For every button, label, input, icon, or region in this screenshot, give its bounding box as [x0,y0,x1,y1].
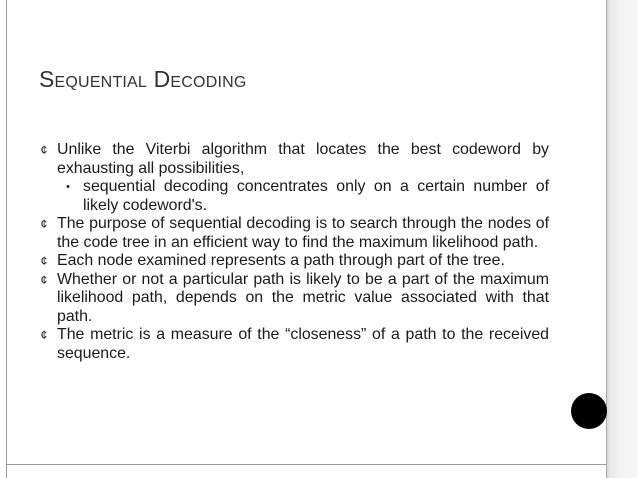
bullet-icon: ¢ [40,272,48,287]
decorative-circle [571,393,607,429]
bullet-item [37,252,549,271]
bullet-item [37,271,549,327]
bullet-icon: ¢ [40,254,48,268]
bullet-list [37,141,549,363]
bullet-item [37,326,549,363]
bullet-text: Whether or not a particular path is likely to be a part of the maximum likelihood path, depends on the metric value associated with that path. [57,270,549,325]
sub-bullet-icon: • [66,181,70,193]
sub-bullet-text: sequential decoding concentrates only on a certain number of likely codeword's. [83,178,549,214]
bullet-item [37,141,549,178]
frame-right-panel [606,0,638,478]
bullet-text: Each node examined represents a path through part of the tree. [57,252,505,269]
bullet-text: Unlike the Viterbi algorithm that locates the best codeword by exhausting all possibilities, [57,141,549,177]
bullet-item [37,215,549,252]
slide-title: Sequential Decoding [39,66,247,92]
bullet-text: The metric is a measure of the “closeness” of a path to the received sequence. [57,326,549,362]
bullet-icon: ¢ [40,217,48,231]
frame-left-line [6,0,7,478]
frame-bottom-line [6,464,606,465]
bullet-text: The purpose of sequential decoding is to search through the nodes of the code tree in an efficient way to find the maximum likelihood path. [57,215,549,251]
sub-bullet-item [37,178,549,215]
bullet-icon: ¢ [40,143,48,157]
bullet-icon: ¢ [40,328,48,342]
